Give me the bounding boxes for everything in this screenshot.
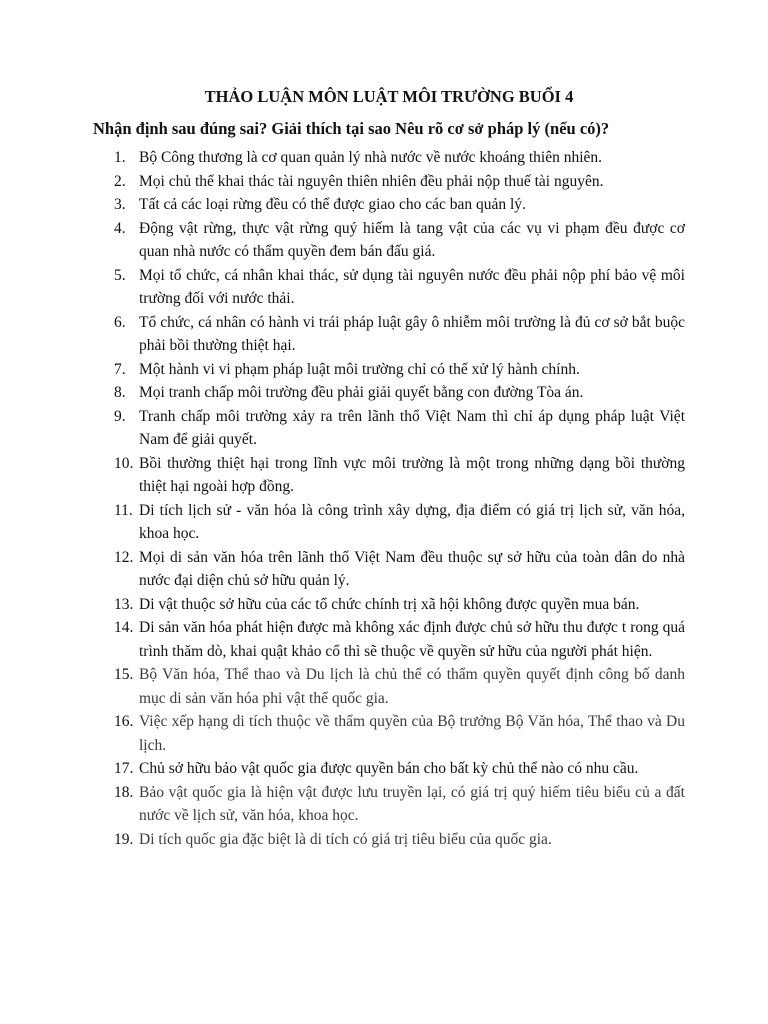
question-number: 18. [114, 783, 134, 801]
question-item [114, 146, 685, 170]
question-text: Một hành vi vi phạm pháp luật môi trường chỉ có thể xử lý hành chính. [139, 360, 580, 378]
question-text: Di sản văn hóa phát hiện được mà không xác định được chủ sở hữu thu được t rong quá trình thăm dò, khai quật khảo cổ thì sẽ thuộc về quyền sử hữu của người phát hiện. [139, 619, 685, 660]
question-number: 9. [114, 407, 126, 425]
question-text: Tổ chức, cá nhân có hành vi trái pháp luật gây ô nhiễm môi trường là đủ cơ sở bắt buộc phải bồi thường thiệt hại. [139, 313, 685, 354]
document-title: THẢO LUẬN MÔN LUẬT MÔI TRƯỜNG BUỔI 4 [204, 87, 574, 106]
question-item [114, 381, 685, 405]
question-number: 5. [114, 266, 126, 284]
question-text: Tranh chấp môi trường xảy ra trên lãnh thổ Việt Nam thì chỉ áp dụng pháp luật Việt Nam để giải quyết. [139, 407, 685, 448]
question-text: Di vật thuộc sở hữu của các tổ chức chính trị xã hội không được quyền mua bán. [139, 595, 640, 613]
question-number: 3. [114, 196, 126, 213]
question-number: 1. [114, 149, 126, 166]
question-item [114, 499, 685, 546]
question-text: Mọi di sản văn hóa trên lãnh thổ Việt Nam đều thuộc sự sở hữu của toàn dân do nhà nước đại diện chủ sở hữu quản lý. [139, 548, 685, 589]
question-item [114, 405, 685, 452]
question-text: Tất cả các loại rừng đều có thể được giao cho các ban quản lý. [139, 196, 526, 213]
question-item [114, 264, 685, 311]
document-subtitle: Nhận định sau đúng sai? Giải thích tại sao Nêu rõ cơ sở pháp lý (nếu có)? [93, 119, 610, 138]
question-text: Bồi thường thiệt hại trong lĩnh vực môi trường là một trong những dạng bồi thường thiệt hại ngoài hợp đồng. [139, 454, 685, 495]
question-item [114, 616, 685, 663]
question-item [114, 593, 685, 617]
question-number: 13. [114, 595, 134, 613]
question-text: Di tích quốc gia đặc biệt là di tích có giá trị tiêu biểu của quốc gia. [139, 830, 552, 848]
question-item [114, 663, 685, 710]
question-text: Mọi tổ chức, cá nhân khai thác, sử dụng tài nguyên nước đều phải nộp phí bảo vệ môi trường đối với nước thải. [139, 266, 685, 307]
question-item [114, 193, 685, 217]
question-item [114, 217, 685, 264]
question-item [114, 452, 685, 499]
question-item [114, 170, 685, 194]
question-number: 7. [114, 360, 126, 378]
question-text: Bộ Công thương là cơ quan quản lý nhà nước về nước khoáng thiên nhiên. [139, 149, 603, 166]
question-number: 11. [114, 501, 133, 519]
question-text: Mọi tranh chấp môi trường đều phải giải quyết bằng con đường Tòa án. [139, 384, 584, 401]
question-item [114, 311, 685, 358]
question-item [114, 710, 685, 757]
question-list [114, 146, 685, 851]
question-number: 17. [114, 760, 134, 777]
question-number: 19. [114, 830, 134, 848]
question-text: Bộ Văn hóa, Thể thao và Du lịch là chủ thể có thẩm quyền quyết định công bố danh mục di sản văn hóa phi vật thể quốc gia. [139, 666, 685, 707]
question-item [114, 828, 685, 852]
question-text: Bảo vật quốc gia là hiện vật được lưu truyền lại, có giá trị quý hiếm tiêu biểu củ a đất nước về lịch sử, văn hóa, khoa học. [139, 783, 685, 824]
question-item [114, 781, 685, 828]
question-number: 10. [114, 454, 134, 472]
question-text: Di tích lịch sử - văn hóa là công trình xây dựng, địa điểm có giá trị lịch sử, văn hóa, khoa học. [139, 501, 685, 542]
question-number: 16. [114, 713, 134, 730]
question-text: Mọi chủ thể khai thác tài nguyên thiên nhiên đều phải nộp thuế tài nguyên. [139, 172, 604, 190]
question-number: 2. [114, 172, 126, 190]
question-text: Động vật rừng, thực vật rừng quý hiếm là tang vật của các vụ vi phạm đều được cơ quan nhà nước có thẩm quyền đem bán đấu giá. [139, 219, 685, 260]
question-number: 14. [114, 619, 134, 636]
question-number: 12. [114, 548, 134, 566]
question-item [114, 546, 685, 593]
question-item [114, 358, 685, 382]
question-number: 15. [114, 666, 134, 683]
question-number: 6. [114, 313, 126, 331]
question-item [114, 757, 685, 781]
question-number: 4. [114, 219, 126, 237]
question-text: Chủ sở hữu bảo vật quốc gia được quyền bán cho bất kỳ chủ thể nào có nhu cầu. [139, 760, 639, 777]
question-number: 8. [114, 384, 126, 401]
question-text: Việc xếp hạng di tích thuộc về thẩm quyền của Bộ trưởng Bộ Văn hóa, Thể thao và Du lịch. [139, 713, 685, 754]
